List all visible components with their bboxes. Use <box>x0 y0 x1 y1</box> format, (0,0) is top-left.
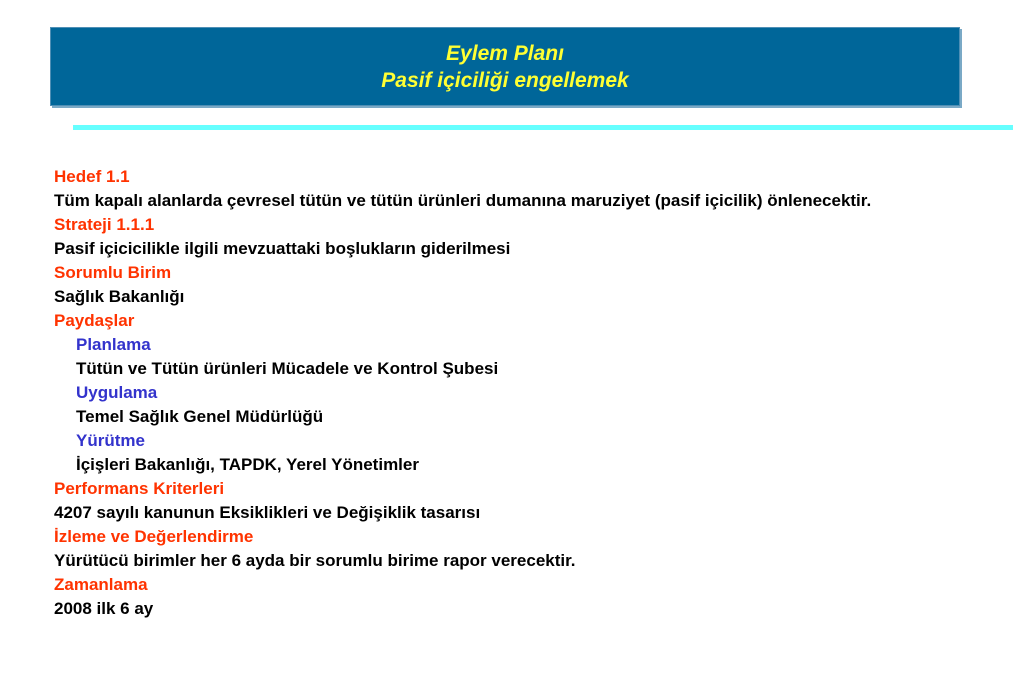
performance-criteria-label: Performans Kriterleri <box>54 479 225 498</box>
stakeholders-label: Paydaşlar <box>54 311 135 330</box>
page-title: Eylem Planı <box>446 41 564 65</box>
implementation-text: Temel Sağlık Genel Müdürlüğü <box>76 407 324 426</box>
monitoring-label: İzleme ve Değerlendirme <box>54 527 254 546</box>
strategy-label: Strateji 1.1.1 <box>54 215 155 234</box>
action-plan-content <box>54 165 954 621</box>
goal-text: Tüm kapalı alanlarda çevresel tütün ve tütün ürünleri dumanına maruziyet (pasif içicilik) önlenecektir. <box>54 191 872 210</box>
execution-text: İçişleri Bakanlığı, TAPDK, Yerel Yönetimler <box>76 455 419 474</box>
planning-label: Planlama <box>76 335 151 354</box>
timing-label: Zamanlama <box>54 575 148 594</box>
responsible-unit-label: Sorumlu Birim <box>54 263 172 282</box>
planning-text: Tütün ve Tütün ürünleri Mücadele ve Kontrol Şubesi <box>76 359 499 378</box>
performance-criteria-text: 4207 sayılı kanunun Eksiklikleri ve Değişiklik tasarısı <box>54 503 481 522</box>
implementation-label: Uygulama <box>76 383 158 402</box>
execution-label: Yürütme <box>76 431 145 450</box>
divider-line <box>73 125 1013 130</box>
title-banner <box>50 27 960 106</box>
monitoring-text: Yürütücü birimler her 6 ayda bir sorumlu birime rapor verecektir. <box>54 551 576 570</box>
goal-label: Hedef 1.1 <box>54 167 130 186</box>
strategy-text: Pasif içicicilikle ilgili mevzuattaki boşlukların giderilmesi <box>54 239 511 258</box>
timing-text: 2008 ilk 6 ay <box>54 599 154 618</box>
page-subtitle: Pasif içiciliği engellemek <box>381 68 629 92</box>
responsible-unit-text: Sağlık Bakanlığı <box>54 287 185 306</box>
